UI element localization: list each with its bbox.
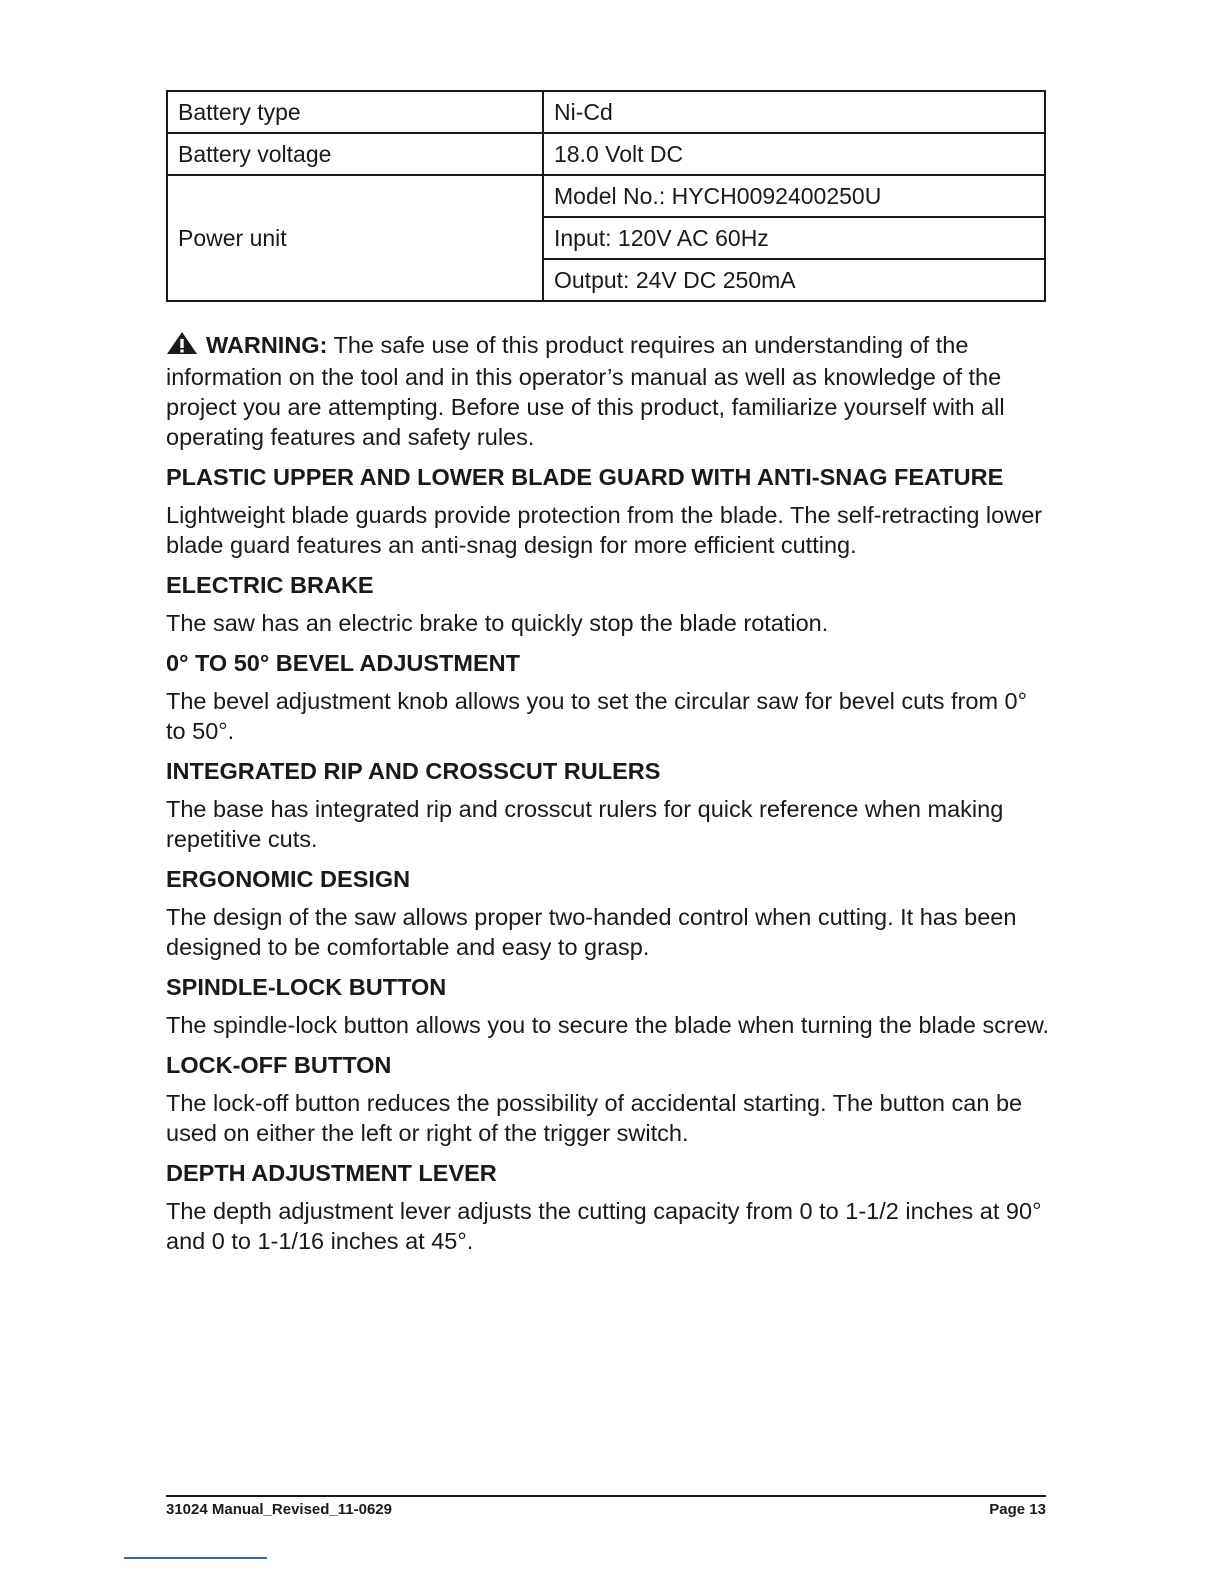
section-body: The depth adjustment lever adjusts the cutting capacity from 0 to 1-1/2 inches at 90° and 0 to 1-1/16 inches at 45°. (166, 1198, 1042, 1254)
section-body: Lightweight blade guards provide protection from the blade. The self-retracting lower blade guard features an anti-snag design for more efficient cutting. (166, 502, 1043, 558)
spec-row (167, 133, 1045, 175)
section-body: The base has integrated rip and crosscut rulers for quick reference when making repetitive cuts. (166, 796, 1004, 852)
section-heading: DEPTH ADJUSTMENT LEVER (166, 1160, 497, 1186)
warning-triangle-icon (166, 331, 198, 362)
spec-row (167, 91, 1045, 133)
section-heading: LOCK-OFF BUTTON (166, 1052, 392, 1078)
spec-value: 18.0 Volt DC (543, 133, 1045, 175)
section-body: The bevel adjustment knob allows you to set the circular saw for bevel cuts from 0° to 50°. (166, 688, 1028, 744)
spec-value: Ni-Cd (543, 91, 1045, 133)
section-heading: 0° TO 50° BEVEL ADJUSTMENT (166, 650, 520, 676)
warning-label: WARNING: (206, 332, 328, 358)
section-heading: SPINDLE-LOCK BUTTON (166, 974, 447, 1000)
section-body: The spindle-lock button allows you to secure the blade when turning the blade screw. (166, 1012, 1050, 1038)
section-body: The design of the saw allows proper two-handed control when cutting. It has been designed to be comfortable and easy to grasp. (166, 904, 1017, 960)
spec-value: Model No.: HYCH0092400250U (543, 175, 1045, 217)
spec-row (167, 175, 1045, 217)
spec-value: Input: 120V AC 60Hz (543, 217, 1045, 259)
spec-label: Battery type (167, 91, 543, 133)
footer-document-id: 31024 Manual_Revised_11-0629 (166, 1501, 392, 1518)
section-body: The saw has an electric brake to quickly stop the blade rotation. (166, 610, 829, 636)
manual-content (166, 330, 1050, 1266)
section-heading: ERGONOMIC DESIGN (166, 866, 411, 892)
warning-paragraph (166, 330, 1050, 452)
section-heading: PLASTIC UPPER AND LOWER BLADE GUARD WITH ANTI-SNAG FEATURE (166, 464, 1004, 490)
spec-label: Battery voltage (167, 133, 543, 175)
spec-label: Power unit (167, 175, 543, 301)
specifications-table (166, 90, 1046, 302)
section-body: The lock-off button reduces the possibility of accidental starting. The button can be used on either the left or right of the trigger switch. (166, 1090, 1023, 1146)
section-heading: INTEGRATED RIP AND CROSSCUT RULERS (166, 758, 661, 784)
warning-text: The safe use of this product requires an understanding of the information on the tool and in this operator’s manual as well as knowledge of the project you are attempting. Before use of this product, familiarize yourself with all operating features and safety rules. (166, 332, 1005, 450)
page-footer (166, 1495, 1046, 1518)
footer-page-number: Page 13 (989, 1501, 1046, 1518)
section-heading: ELECTRIC BRAKE (166, 572, 374, 598)
spec-value: Output: 24V DC 250mA (543, 259, 1045, 301)
scan-edge-line (124, 1557, 267, 1559)
